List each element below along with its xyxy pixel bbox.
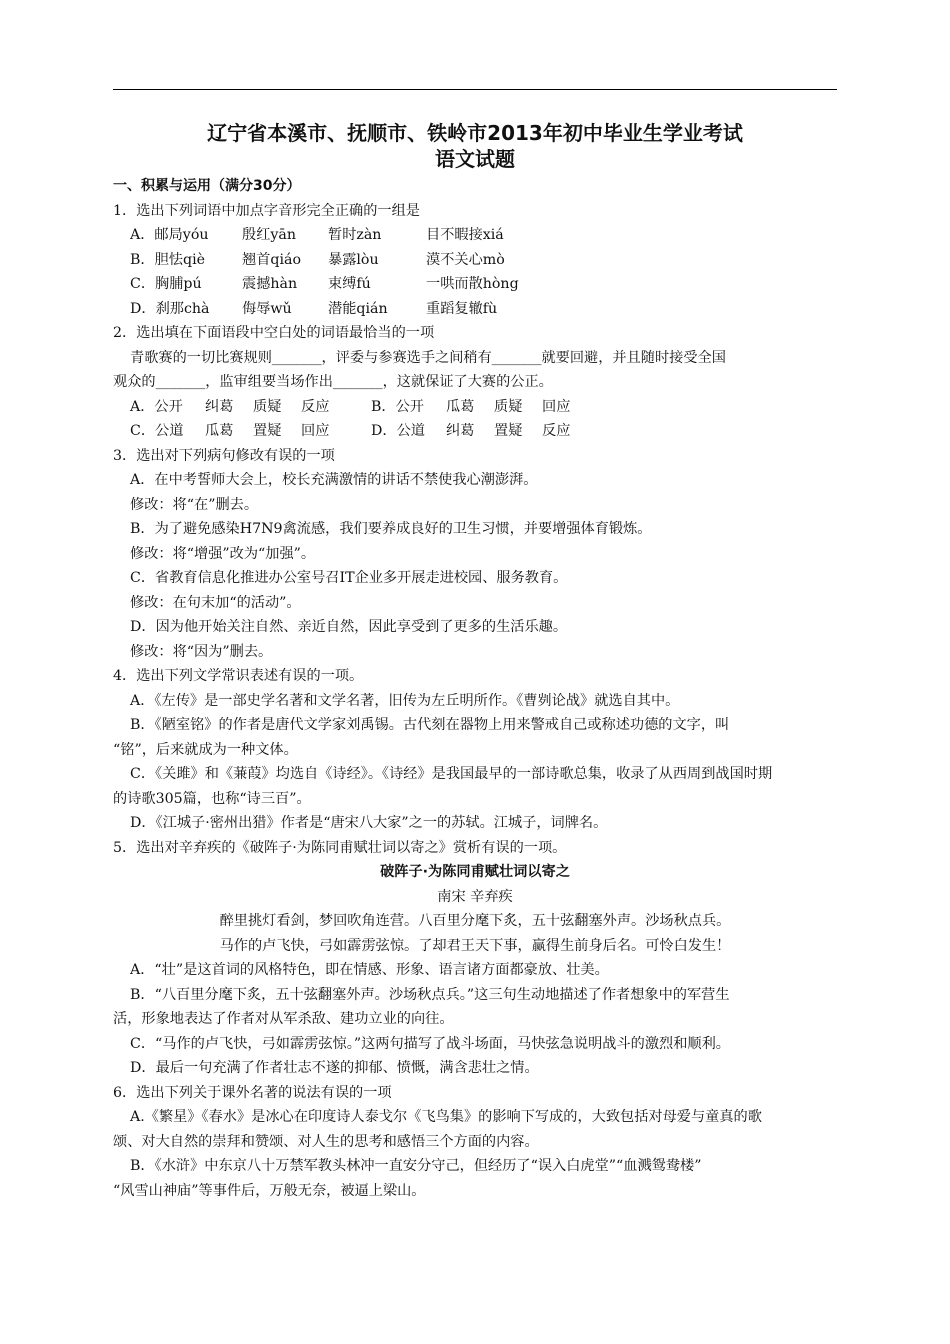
- q3-line: B．为了避免感染H7N9禽流感，我们要养成良好的卫生习惯，并要增强体育锻炼。: [130, 521, 652, 537]
- q4-option-c-1: C．《关雎》和《蒹葭》均选自《诗经》。《诗经》是我国最早的一部诗歌总集，收录了从西周到战国时期: [130, 766, 773, 782]
- q4-stem: 4．选出下列文学常识表述有误的一项。: [113, 668, 364, 684]
- q1-b-2: 翘首qiáo: [242, 251, 301, 268]
- q2-c-1: C．公道: [130, 423, 184, 439]
- q2-d-2: 纠葛: [446, 423, 475, 439]
- q4-option-b-1: B．《陋室铭》的作者是唐代文学家刘禹锡。古代刻在器物上用来警戒自己或称述功德的文字，叫: [130, 717, 730, 733]
- q2-d-3: 置疑: [494, 423, 523, 439]
- q5-option-c: C．“马作的卢飞快，弓如霹雳弦惊。”这两句描写了战斗场面，马快弦急说明战斗的激烈和顺利。: [130, 1035, 730, 1052]
- q3-line: 修改：将“因为”删去。: [130, 643, 273, 660]
- q2-d-4: 反应: [542, 423, 571, 439]
- q1-row-d: [113, 297, 837, 322]
- q2-stem: 2．选出填在下面语段中空白处的词语最恰当的一项: [113, 325, 435, 341]
- q1-d-2: 侮辱wǔ: [242, 300, 292, 317]
- q6-option-b-1: B．《水浒》中东京八十万禁军教头林冲一直安分守己，但经历了“误入白虎堂”“血溅鸳鸯楼”: [130, 1158, 702, 1174]
- q2-d-1: D．公道: [371, 423, 425, 439]
- q2-a-4: 反应: [301, 398, 330, 415]
- exam-document: [113, 120, 837, 1203]
- q1-c-3: 束缚fú: [328, 276, 371, 292]
- q3-line: D．因为他开始关注自然、亲近自然，因此享受到了更多的生活乐趣。: [130, 619, 568, 635]
- q2-b-2: 瓜葛: [446, 398, 475, 415]
- q1-a-3: 暂时zàn: [328, 227, 382, 243]
- q1-d-4: 重蹈复辙fù: [426, 300, 498, 317]
- q3-line: C．省教育信息化推进办公室号召IT企业多开展走进校园、服务教育。: [130, 570, 568, 586]
- q1-row-a: [113, 223, 837, 248]
- section-heading: 一、积累与运用（满分30分）: [113, 178, 301, 194]
- q2-b-4: 回应: [542, 398, 571, 415]
- q1-stem: 1．选出下列词语中加点字音形完全正确的一组是: [113, 202, 420, 219]
- q2-c-2: 瓜葛: [205, 423, 234, 439]
- q2-a-3: 质疑: [253, 398, 282, 415]
- q2-row-ab: [113, 395, 837, 420]
- q1-a-4: 目不暇接xiá: [426, 227, 504, 243]
- q5-option-d: D．最后一句充满了作者壮志不遂的抑郁、愤慨，满含悲壮之情。: [130, 1060, 539, 1076]
- q6-option-b-2: “风雪山神庙”等事件后，万般无奈，被逼上梁山。: [113, 1182, 426, 1199]
- q2-a-1: A．公开: [130, 398, 183, 415]
- q4-option-d: D．《江城子·密州出猎》作者是“唐宋八大家”之一的苏轼。江城子，词牌名。: [130, 815, 608, 831]
- q6-option-a-2: 颂、对大自然的崇拜和赞颂、对人生的思考和感悟三个方面的内容。: [113, 1133, 539, 1150]
- q3-line: A．在中考誓师大会上，校长充满激情的讲话不禁使我心潮澎湃。: [130, 472, 538, 488]
- q5-option-b-1: B．“八百里分麾下炙，五十弦翻塞外声。沙场秋点兵。”这三句生动地描述了作者想象中的军营生: [130, 986, 730, 1003]
- poem-title: 破阵子·为陈同甫赋壮词以寄之: [380, 864, 570, 880]
- q2-a-2: 纠葛: [205, 398, 234, 415]
- q2-b-3: 质疑: [494, 398, 523, 415]
- q2-c-3: 置疑: [253, 423, 282, 439]
- q4-option-c-2: 的诗歌305篇，也称“诗三百”。: [113, 790, 311, 807]
- q6-option-a-1: A.《繁星》《春水》是冰心在印度诗人泰戈尔《飞鸟集》的影响下写成的，大致包括对母爱与童真的歌: [130, 1109, 762, 1125]
- q2-paragraph-2: 观众的_______，监审组要当场作出_______，这就保证了大赛的公正。: [113, 374, 553, 390]
- poem-author: 南宋 辛弃疾: [437, 888, 513, 905]
- title-line-1: 辽宁省本溪市、抚顺市、铁岭市2013年初中毕业生学业考试: [207, 121, 743, 145]
- q2-c-4: 回应: [301, 423, 330, 439]
- q3-stem: 3．选出对下列病句修改有误的一项: [113, 447, 335, 464]
- q1-b-1: B．胆怯qiè: [130, 251, 206, 268]
- q1-row-b: [113, 248, 837, 273]
- q5-option-a: A．“壮”是这首词的风格特色，即在情感、形象、语言诸方面都豪放、壮美。: [130, 962, 609, 978]
- q5-option-b-2: 活，形象地表达了作者对从军杀敌、建功立业的向往。: [113, 1011, 454, 1027]
- q1-c-4: 一哄而散hòng: [426, 276, 519, 292]
- q6-stem: 6．选出下列关于课外名著的说法有误的一项: [113, 1084, 392, 1101]
- poem-line-1: 醉里挑灯看剑，梦回吹角连营。八百里分麾下炙，五十弦翻塞外声。沙场秋点兵。: [219, 913, 731, 929]
- poem-line-2: 马作的卢飞快，弓如霹雳弦惊。了却君王天下事，赢得生前身后名。可怜白发生！: [219, 937, 731, 954]
- q1-b-4: 漠不关心mò: [426, 251, 505, 268]
- q1-c-2: 震撼hàn: [242, 276, 298, 292]
- q2-paragraph-1: 青歌赛的一切比赛规则_______，评委与参赛选手之间稍有_______就要回避，并且随时接受全国: [130, 349, 726, 366]
- q1-c-1: C．胸脯pú: [130, 276, 202, 292]
- q1-d-3: 潜能qián: [328, 300, 388, 317]
- header-rule: [113, 89, 837, 90]
- q3-line: 修改：将“增强”改为“加强”。: [130, 545, 316, 562]
- q1-d-1: D．刹那chà: [130, 300, 210, 317]
- q1-row-c: [113, 272, 837, 297]
- q4-option-a: A．《左传》是一部史学名著和文学名著，旧传为左丘明所作。《曹刿论战》就选自其中。: [130, 692, 680, 709]
- q3-line: 修改：在句末加“的活动”。: [130, 594, 301, 611]
- q3-line: 修改：将“在”删去。: [130, 496, 259, 513]
- q2-row-cd: [113, 419, 837, 444]
- title-line-2: 语文试题: [435, 147, 515, 171]
- q1-a-1: A．邮局yóu: [130, 227, 209, 243]
- q1-a-2: 殷红yān: [242, 227, 296, 243]
- q2-b-1: B．公开: [371, 398, 424, 415]
- q4-option-b-2: “铭”，后来就成为一种文体。: [113, 741, 298, 758]
- q1-b-3: 暴露lòu: [328, 251, 379, 268]
- q5-stem: 5．选出对辛弃疾的《破阵子·为陈同甫赋壮词以寄之》赏析有误的一项。: [113, 839, 567, 856]
